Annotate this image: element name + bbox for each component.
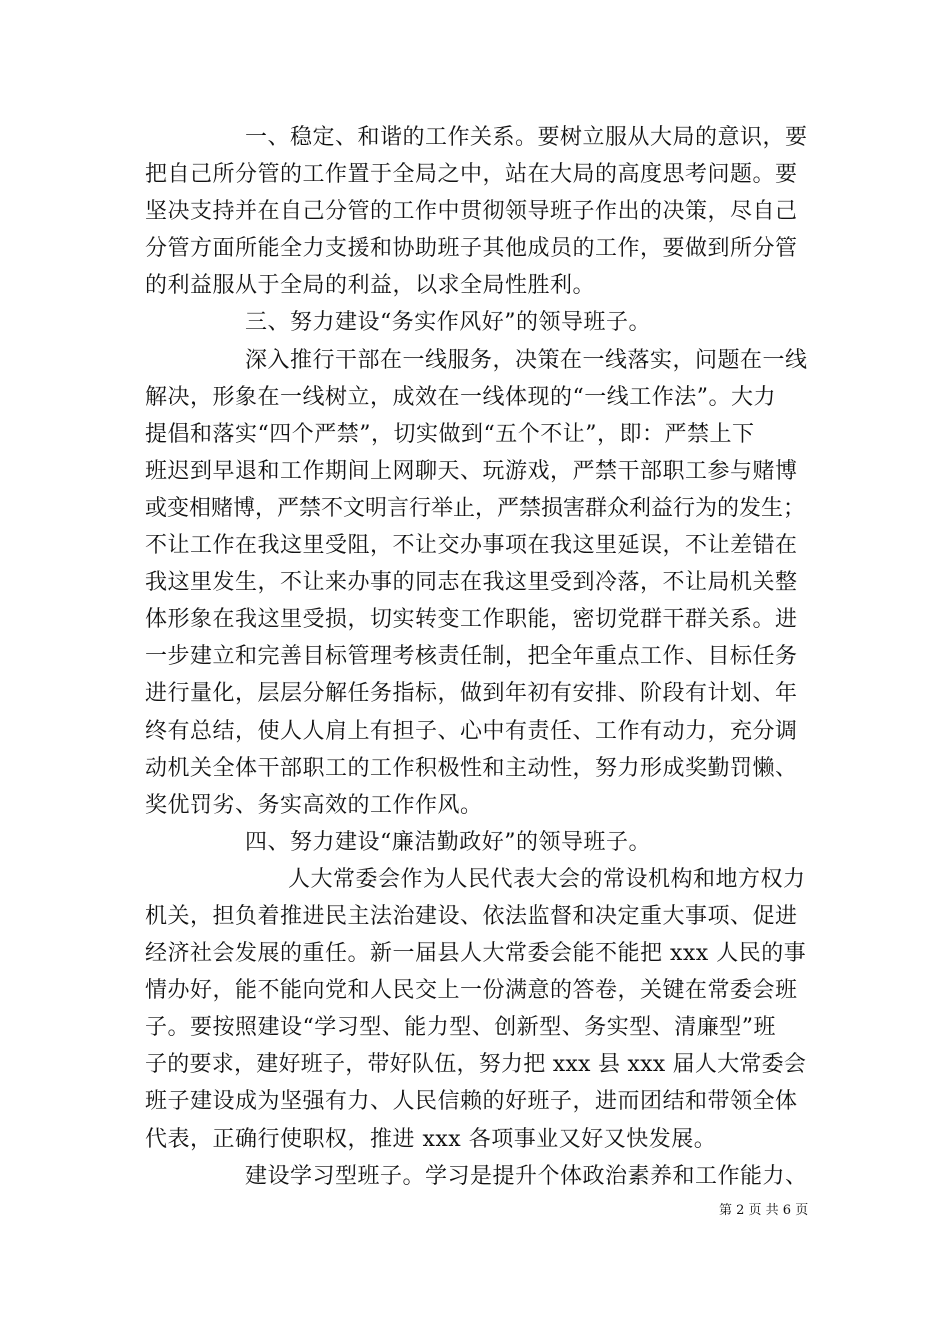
text-line: 奖优罚劣、务实高效的工作作风。 xyxy=(145,792,483,818)
text-line: 的利益服从于全局的利益，以求全局性胜利。 xyxy=(145,273,596,299)
text-line: 我这里发生，不让来办事的同志在我这里受到冷落，不让局机关整 xyxy=(145,570,798,596)
text-line: 班迟到早退和工作期间上网聊天、玩游戏，严禁干部职工参与赌博 xyxy=(145,458,798,484)
text-line: 把自己所分管的工作置于全局之中，站在大局的高度思考问题。要 xyxy=(145,162,798,188)
text-line: 不让工作在我这里受阻，不让交办事项在我这里延误，不让差错在 xyxy=(145,533,798,559)
text-line: 进行量化，层层分解任务指标，做到年初有安排、阶段有计划、年 xyxy=(145,681,798,707)
text-line: 经济社会发展的重任。新一届县人大常委会能不能把 xxx 人民的事 xyxy=(145,941,807,967)
page-number-footer: 第 2 页 共 6 页 xyxy=(719,1203,809,1218)
text-line: 人大常委会作为人民代表大会的常设机构和地方权力 xyxy=(288,866,806,892)
text-line: 一步建立和完善目标管理考核责任制，把全年重点工作、目标任务 xyxy=(145,644,798,670)
text-line: 终有总结，使人人肩上有担子、心中有责任、工作有动力，充分调 xyxy=(145,718,798,744)
text-line: 提倡和落实“四个严禁”，切实做到“五个不让”，即：严禁上下 xyxy=(145,421,755,447)
text-line: 坚决支持并在自己分管的工作中贯彻领导班子作出的决策，尽自己 xyxy=(145,199,798,225)
text-line: 班子建设成为坚强有力、人民信赖的好班子，进而团结和带领全体 xyxy=(145,1089,798,1115)
text-line: 子的要求，建好班子，带好队伍，努力把 xxx 县 xxx 届人大常委会 xyxy=(145,1052,807,1078)
text-line: 分管方面所能全力支援和协助班子其他成员的工作，要做到所分管 xyxy=(145,236,798,262)
text-line: 三、努力建设“务实作风好”的领导班子。 xyxy=(245,310,651,336)
text-line: 一、稳定、和谐的工作关系。要树立服从大局的意识，要 xyxy=(245,125,808,150)
text-line: 动机关全体干部职工的工作积极性和主动性，努力形成奖勤罚懒、 xyxy=(145,755,798,781)
text-line: 或变相赌博，严禁不文明言行举止，严禁损害群众利益行为的发生； xyxy=(145,495,806,521)
text-line: 体形象在我这里受损，切实转变工作职能，密切党群干群关系。进 xyxy=(145,607,798,633)
text-line: 建设学习型班子。学习是提升个体政治素养和工作能力、 xyxy=(245,1163,808,1189)
text-line: 四、努力建设“廉洁勤政好”的领导班子。 xyxy=(245,829,651,855)
text-line: 情办好，能不能向党和人民交上一份满意的答卷，关键在常委会班 xyxy=(145,978,798,1004)
document-body xyxy=(145,119,810,1195)
text-line: 深入推行干部在一线服务，决策在一线落实，问题在一线 xyxy=(245,347,808,373)
text-line: 机关，担负着推进民主法治建设、依法监督和决定重大事项、促进 xyxy=(145,903,798,929)
text-line: 子。要按照建设“学习型、能力型、创新型、务实型、清廉型”班 xyxy=(145,1015,776,1041)
text-line: 解决，形象在一线树立，成效在一线体现的“一线工作法”。大力 xyxy=(145,384,776,410)
text-line: 代表，正确行使职权，推进 xxx 各项事业又好又快发展。 xyxy=(145,1126,717,1152)
